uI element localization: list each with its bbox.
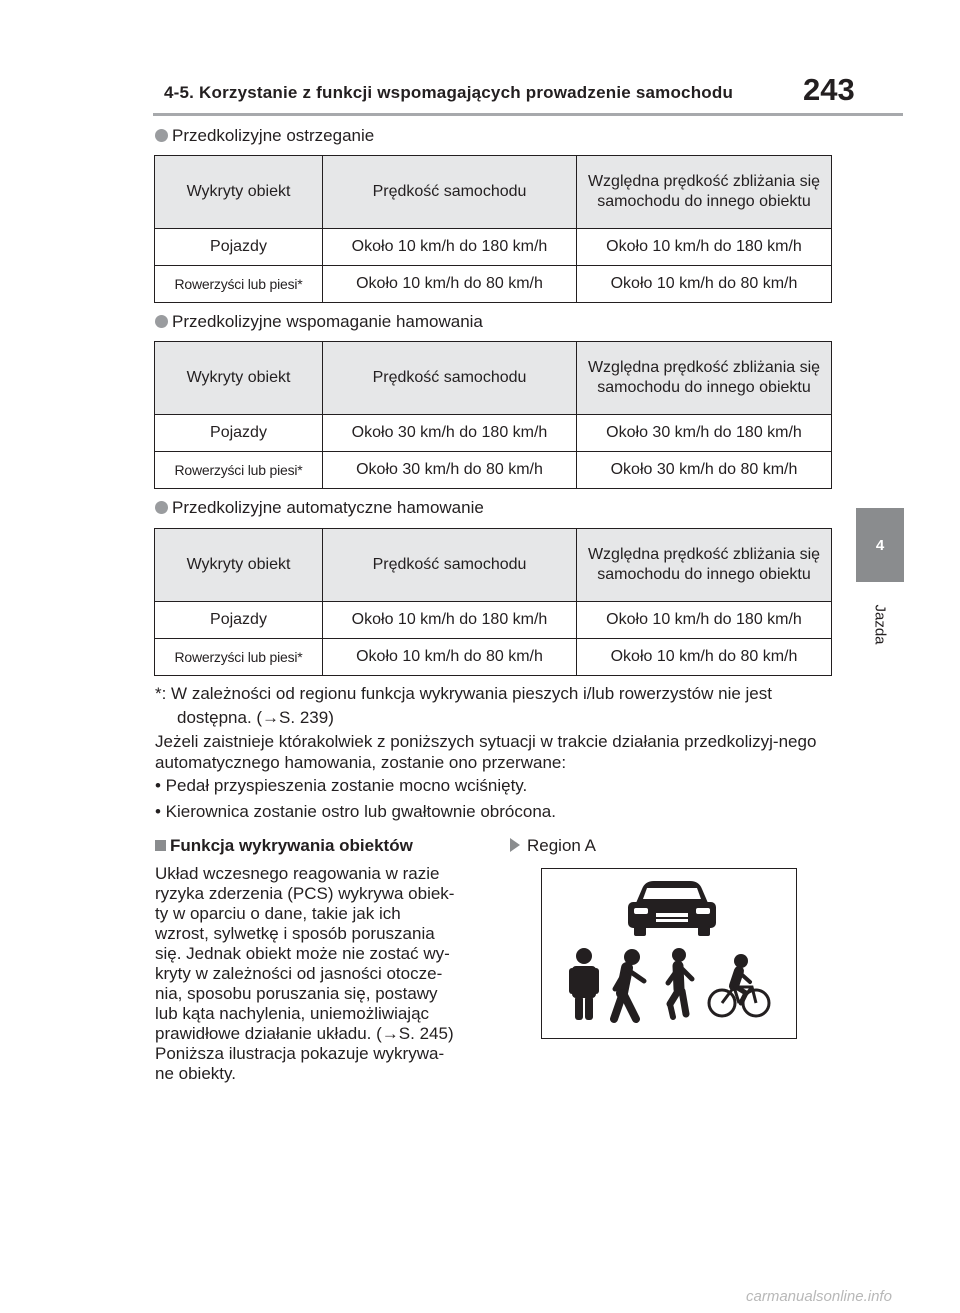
table-cell: Rowerzyści lub piesi* <box>155 452 323 489</box>
table-cell: Około 10 km/h do 80 km/h <box>577 639 832 676</box>
detected-objects-illustration <box>541 868 797 1039</box>
region-label: Region A <box>510 836 596 856</box>
table-cell: Około 10 km/h do 180 km/h <box>577 602 832 639</box>
header-rule <box>153 113 903 116</box>
table-cell: Około 30 km/h do 180 km/h <box>577 415 832 452</box>
pedestrian-standing-icon <box>569 948 599 1020</box>
table-cell: Około 10 km/h do 180 km/h <box>323 602 577 639</box>
column-header: Prędkość samochodu <box>323 342 577 415</box>
table-cell: Rowerzyści lub piesi* <box>155 266 323 303</box>
spec-table <box>154 528 832 676</box>
pedestrian-running-icon <box>668 948 692 1017</box>
table-cell: Około 10 km/h do 80 km/h <box>323 266 577 303</box>
column-header: Względna prędkość zbliżania się samochodu do innego obiektu <box>577 156 832 229</box>
bullet-dot-icon <box>155 501 168 514</box>
section-heading: Przedkolizyjne automatyczne hamowanie <box>155 498 484 518</box>
detection-paragraph: Układ wczesnego reagowania w razie ryzyka zderzenia (PCS) wykrywa obiek- ty w oparciu o dane, takie jak ich wzrost, sylwetkę i sposób poruszania się. Jednak obiekt może nie zostać wy- kryty w zależności od jasności otocze- nia, sposobu poruszania się, postawy lub kąta nachylenia, uniemożliwiając prawidłowe działanie układu. (→S. 245) Poniższa ilustracja pokazuje wykrywa- ne obiekty. <box>155 864 455 1083</box>
table-cell: Około 30 km/h do 80 km/h <box>323 452 577 489</box>
column-header: Względna prędkość zbliżania się samochodu do innego obiektu <box>577 342 832 415</box>
watermark: carmanualsonline.info <box>746 1288 892 1305</box>
section-heading: Przedkolizyjne wspomaganie hamowania <box>155 312 483 332</box>
table-cell: Pojazdy <box>155 602 323 639</box>
cyclist-icon <box>709 954 769 1016</box>
square-bullet-icon <box>155 840 166 851</box>
bullet-dot-icon <box>155 315 168 328</box>
table-cell: Około 30 km/h do 80 km/h <box>577 452 832 489</box>
table-cell: Rowerzyści lub piesi* <box>155 639 323 676</box>
column-header: Wykryty obiekt <box>155 529 323 602</box>
chapter-number: 4 <box>875 536 885 554</box>
column-header: Względna prędkość zbliżania się samochodu do innego obiektu <box>577 529 832 602</box>
column-header: Prędkość samochodu <box>323 529 577 602</box>
footnote: *: W zależności od regionu funkcja wykrywania pieszych i/lub rowerzystów nie jest dostępna. (→S. 239) <box>155 684 772 727</box>
header-title: 4-5. Korzystanie z funkcji wspomagających prowadzenie samochodu <box>164 83 734 102</box>
column-header: Wykryty obiekt <box>155 156 323 229</box>
section-heading: Przedkolizyjne ostrzeganie <box>155 126 374 146</box>
car-icon <box>628 881 716 936</box>
bullet-dot-icon <box>155 129 168 142</box>
spec-table <box>154 341 832 489</box>
list-item: • Kierownica zostanie ostro lub gwałtownie obrócona. <box>155 802 556 821</box>
triangle-bullet-icon <box>510 838 520 852</box>
table-cell: Około 10 km/h do 80 km/h <box>323 639 577 676</box>
chapter-label: Jazda <box>871 603 889 645</box>
list-item: • Pedał przyspieszenia zostanie mocno wciśnięty. <box>155 776 528 795</box>
subsection-heading: Funkcja wykrywania obiektów <box>155 836 413 856</box>
table-cell: Około 10 km/h do 180 km/h <box>577 229 832 266</box>
table-cell: Około 30 km/h do 180 km/h <box>323 415 577 452</box>
table-cell: Pojazdy <box>155 415 323 452</box>
pedestrian-walking-icon <box>614 949 644 1019</box>
table-cell: Pojazdy <box>155 229 323 266</box>
page-number: 243 <box>803 72 855 107</box>
column-header: Wykryty obiekt <box>155 342 323 415</box>
intro-paragraph: Jeżeli zaistnieje którakolwiek z poniższych sytuacji w trakcie działania przedkolizyj-nego automatycznego hamowania, zostanie ono przerwane: <box>155 732 817 772</box>
spec-table <box>154 155 832 303</box>
column-header: Prędkość samochodu <box>323 156 577 229</box>
chapter-tab[interactable] <box>856 508 904 582</box>
table-cell: Około 10 km/h do 180 km/h <box>323 229 577 266</box>
table-cell: Około 10 km/h do 80 km/h <box>577 266 832 303</box>
